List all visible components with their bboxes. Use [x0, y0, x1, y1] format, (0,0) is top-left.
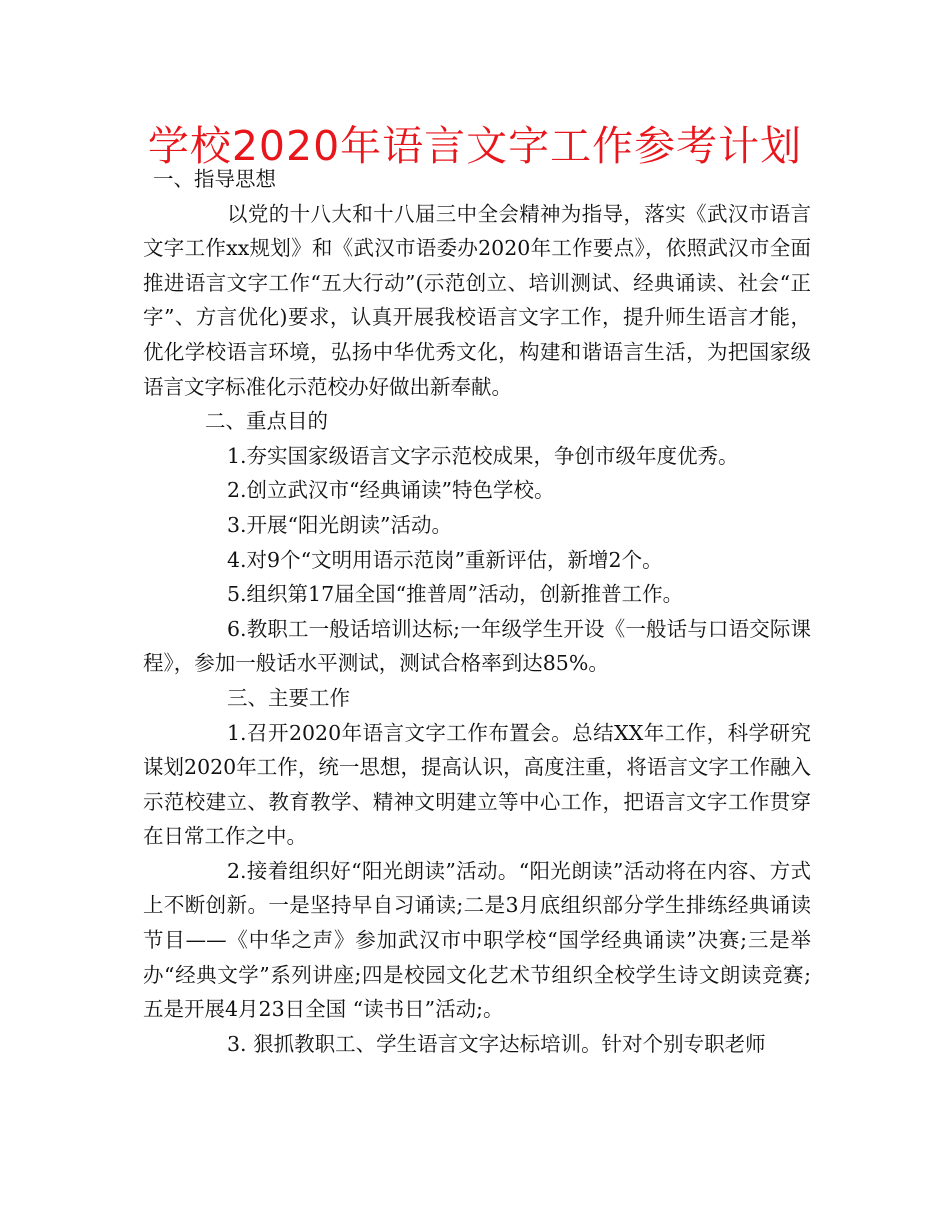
list-item: 2.接着组织好“阳光朗读”活动。“阳光朗读”活动将在内容、方式上不断创新。一是坚持早自习诵读;二是3月底组织部分学生排练经典诵读节目——《中华之声》参加武汉市中职学校“国学经典诵读”决赛;三是举办“经典文学”系列讲座;四是校园文化艺术节组织全校学生诗文朗读竞赛;五是开展4月23日全国 “读书日”活动;。 [143, 858, 811, 1022]
section-heading: 二、重点目的 [205, 409, 328, 434]
list-item: 1.夯实国家级语言文字示范校成果，争创市级年度优秀。 [227, 443, 739, 468]
list-item: 4.对9个“文明用语示范岗”重新评估，新增2个。 [227, 547, 663, 572]
list-item: 6.教职工一般话培训达标;一年级学生开设《一般话与口语交际课程》，参加一般话水平测试，测试合格率到达85%。 [143, 616, 811, 676]
document-title: 学校2020年语言文字工作参考计划 [147, 122, 803, 170]
document-body [143, 162, 811, 1061]
section-heading: 一、指导思想 [153, 167, 276, 191]
list-item: 2.创立武汉市“经典诵读”特色学校。 [227, 478, 555, 503]
list-item: 3. 狠抓教职工、学生语言文字达标培训。针对个别专职老师 [227, 1031, 766, 1056]
section-heading: 三、主要工作 [227, 685, 350, 710]
list-item: 3.开展“阳光朗读”活动。 [227, 512, 453, 537]
paragraph: 以党的十八大和十八届三中全会精神为指导，落实《武汉市语言文字工作xx规划》和《武汉市语委办2020年工作要点》，依照武汉市全面推进语言文字工作“五大行动”(示范创立、培训测试、经典诵读、社会“正字”、方言优化)要求，认真开展我校语言文字工作，提升师生语言才能，优化学校语言环境，弘扬中华优秀文化，构建和谐语言生活，为把国家级语言文字标准化示范校办好做出新奉献。 [143, 201, 811, 399]
list-item: 5.组织第17届全国“推普周”活动，创新推普工作。 [227, 582, 684, 607]
list-item: 1.召开2020年语言文字工作布置会。总结XX年工作，科学研究谋划2020年工作，统一思想，提高认识，高度注重，将语言文字工作融入示范校建立、教育教学、精神文明建立等中心工作，把语言文字工作贯穿在日常工作之中。 [143, 720, 811, 849]
